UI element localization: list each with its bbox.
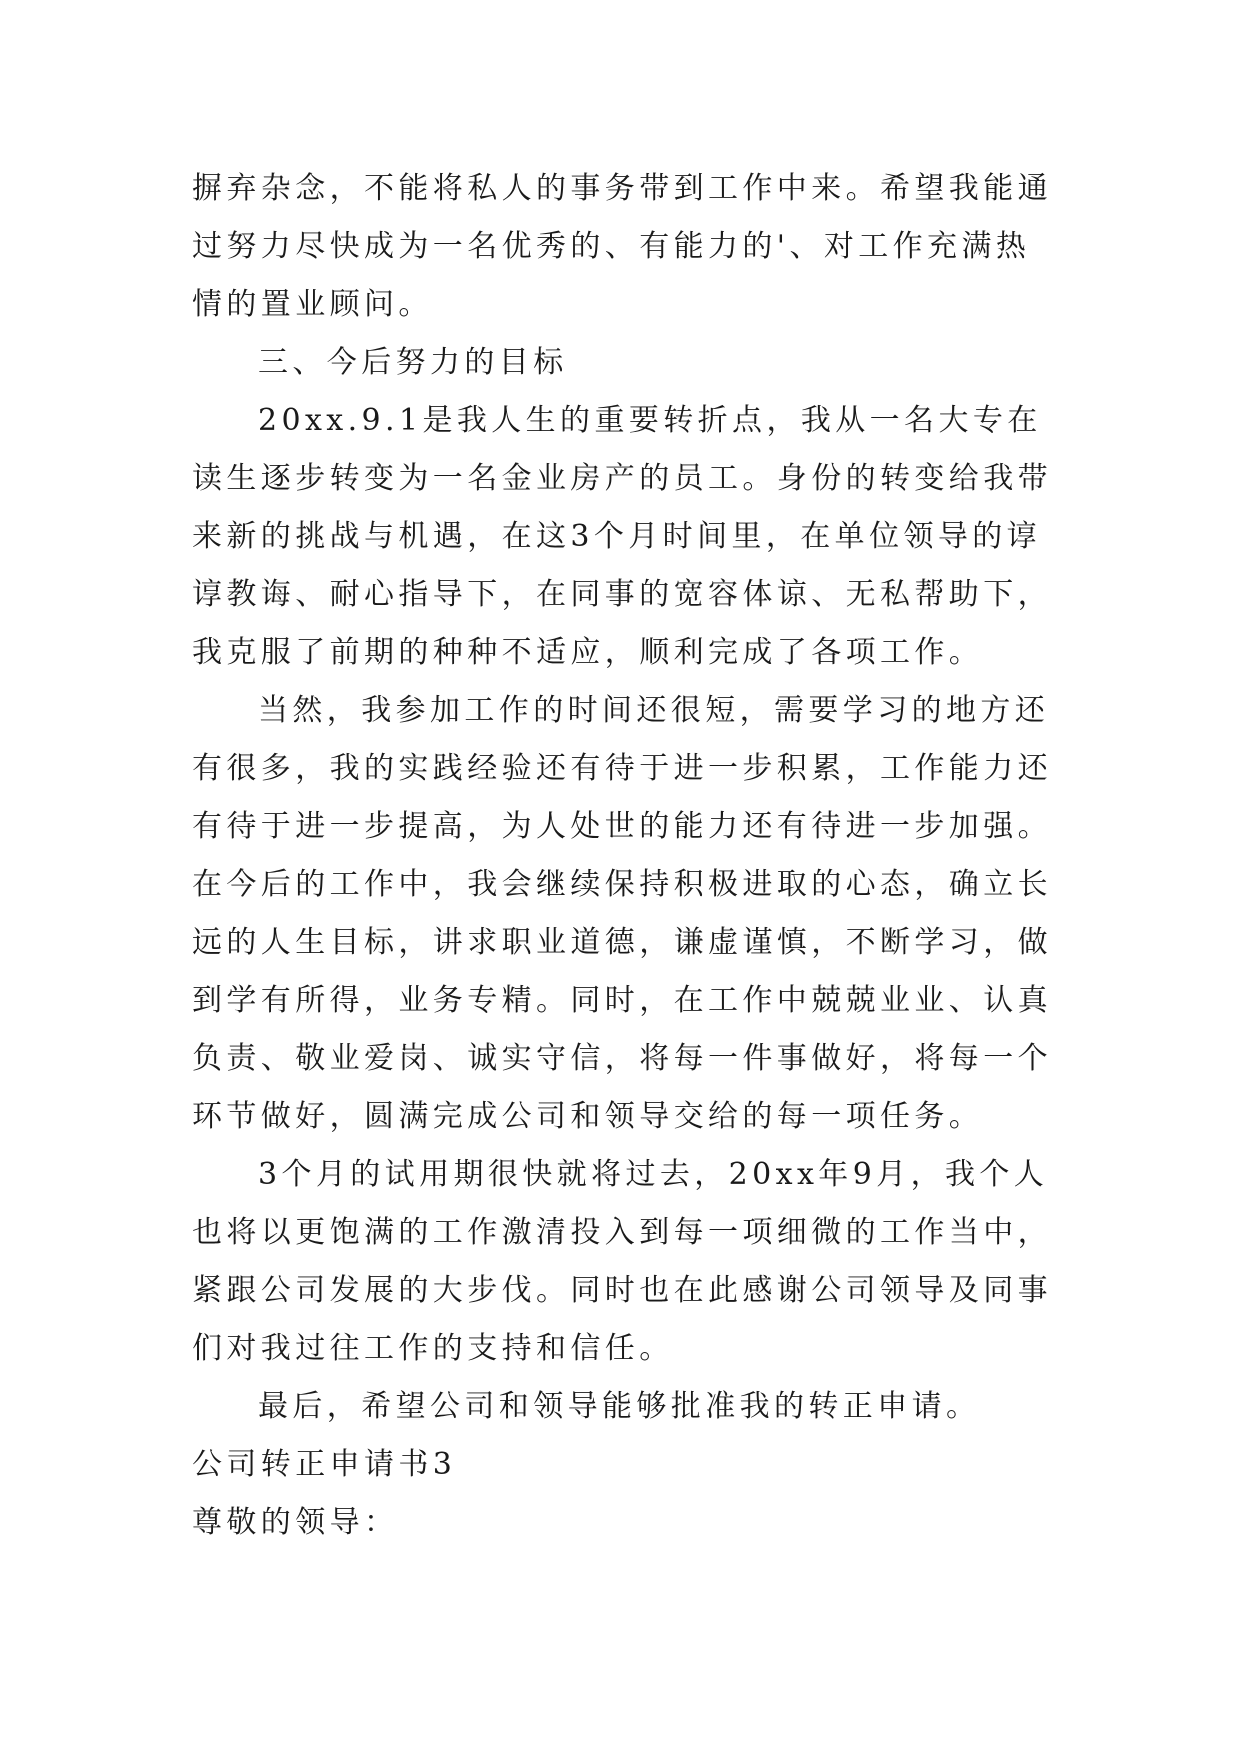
paragraph-turning-point: 20xx.9.1是我人生的重要转折点，我从一名大专在读生逐步转变为一名金业房产的员工。身份的转变给我带来新的挑战与机遇，在这3个月时间里，在单位领导的谆谆教诲、耐心指导下，在同事的宽容体谅、无私帮助下，我克服了前期的种种不适应，顺利完成了各项工作。 — [192, 403, 1052, 670]
paragraph-probation-end: 3个月的试用期很快就将过去，20xx年9月，我个人也将以更饱满的工作激清投入到每一项细微的工作当中，紧跟公司发展的大步伐。同时也在此感谢公司领导及同事们对我过往工作的支持和信任。 — [192, 1157, 1052, 1366]
paragraph-closing-request: 最后，希望公司和领导能够批准我的转正申请。 — [258, 1389, 981, 1424]
paragraph-future-goals: 当然，我参加工作的时间还很短，需要学习的地方还有很多，我的实践经验还有待于进一步积累，工作能力还有待于进一步提高，为人处世的能力还有待进一步加强。在今后的工作中，我会继续保持积极进取的心态，确立长远的人生目标，讲求职业道德，谦虚谨慎，不断学习，做到学有所得，业务专精。同时，在工作中兢兢业业、认真负责、敬业爱岗、诚实守信，将每一件事做好，将每一个环节做好，圆满完成公司和领导交给的每一项任务。 — [192, 693, 1052, 1134]
section-heading: 三、今后努力的目标 — [258, 345, 568, 380]
salutation: 尊敬的领导： — [192, 1505, 399, 1540]
document-title: 公司转正申请书3 — [192, 1447, 457, 1482]
document-body — [192, 160, 1062, 1552]
paragraph-continuation: 摒弃杂念，不能将私人的事务带到工作中来。希望我能通过努力尽快成为一名优秀的、有能力的'、对工作充满热情的置业顾问。 — [192, 171, 1052, 322]
